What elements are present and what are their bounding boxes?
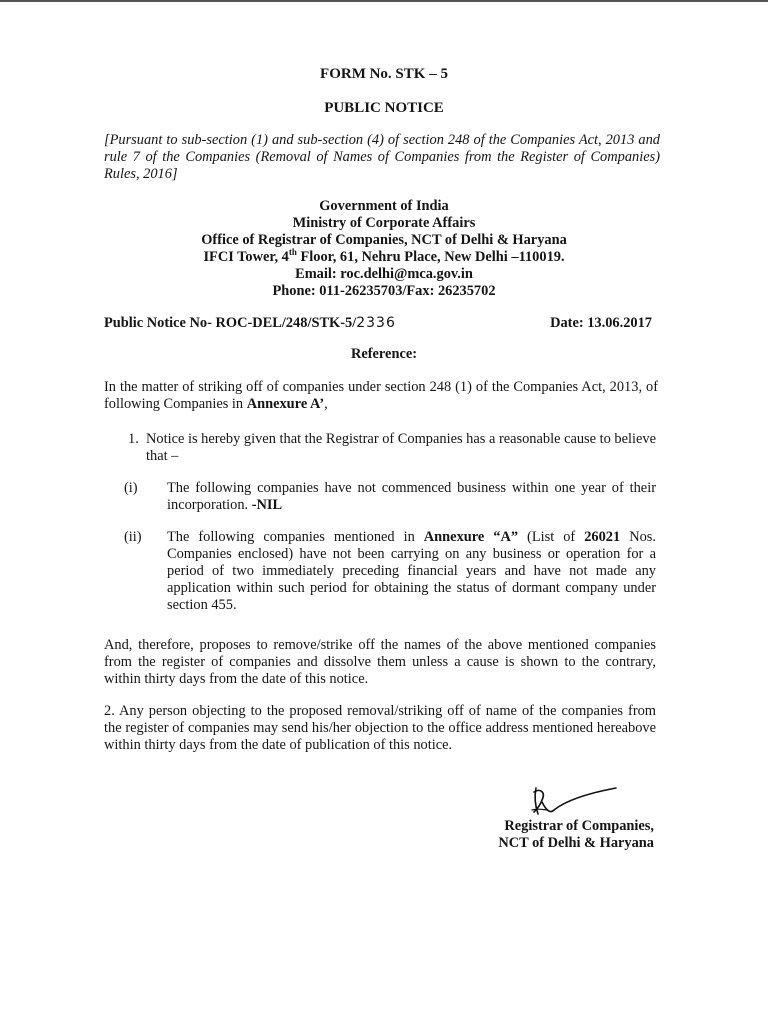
ministry-line: Ministry of Corporate Affairs	[292, 215, 476, 231]
signature-mark	[524, 780, 624, 820]
reference-heading: Reference:	[350, 346, 418, 362]
signatory-jurisdiction: NCT of Delhi & Haryana	[498, 835, 654, 851]
objection-paragraph: 2. Any person objecting to the proposed removal/striking off of name of the companies from the register of companies may send his/her objection to the office address mentioned hereabove within thirty days from the date of publication of this notice.	[104, 703, 656, 753]
item-i-number: (i)	[124, 480, 138, 496]
public-notice-number: Public Notice No- ROC-DEL/248/STK-5/2336	[104, 315, 396, 331]
phone-line: Phone: 011-26235703/Fax: 26235702	[272, 283, 496, 299]
removal-paragraph: And, therefore, proposes to remove/strike off the names of the above mentioned companies from the register of companies and dissolve them unless a cause is shown to the contrary, within thirty days from the date of this notice.	[104, 637, 656, 687]
item-ii-text: The following companies mentioned in Annexure “A” (List of 26021 Nos. Companies enclosed) have not been carrying on any business or operation for a period of two immediately preceding financial years and have not made any application within such period for obtaining the status of dormant company under section 455.	[167, 529, 656, 613]
item-1-text: Notice is hereby given that the Registrar of Companies has a reasonable cause to believe that –	[146, 431, 656, 464]
item-ii	[124, 529, 656, 614]
scan-edge-line	[0, 0, 768, 2]
item-ii-number: (ii)	[124, 529, 142, 545]
notice-title: PUBLIC NOTICE	[324, 100, 444, 116]
office-address-block	[0, 198, 768, 300]
office-name-line: Office of Registrar of Companies, NCT of Delhi & Haryana	[201, 232, 567, 248]
signatory-title: Registrar of Companies,	[504, 818, 654, 834]
address-line: IFCI Tower, 4th Floor, 61, Nehru Place, New Delhi –110019.	[203, 247, 565, 265]
item-1-number: 1.	[128, 431, 139, 447]
item-i-text: The following companies have not commenced business within one year of their incorporation. -NIL	[167, 480, 656, 513]
item-i	[124, 480, 656, 514]
handwritten-number: 2336	[356, 315, 396, 331]
form-title: FORM No. STK – 5	[320, 66, 448, 82]
notice-date: Date: 13.06.2017	[550, 315, 652, 331]
government-line: Government of India	[319, 198, 449, 214]
pursuant-clause: [Pursuant to sub-section (1) and sub-section (4) of section 248 of the Companies Act, 2013 and rule 7 of the Companies (Removal of Names of Companies from the Register of Companies) Rules, 2016]	[104, 132, 660, 182]
item-1	[128, 431, 656, 465]
signatory-block	[484, 818, 654, 852]
email-line: Email: roc.delhi@mca.gov.in	[295, 266, 473, 282]
intro-paragraph: In the matter of striking off of companies under section 248 (1) of the Companies Act, 2013, of following Companies in Annexure A’,	[104, 379, 658, 412]
